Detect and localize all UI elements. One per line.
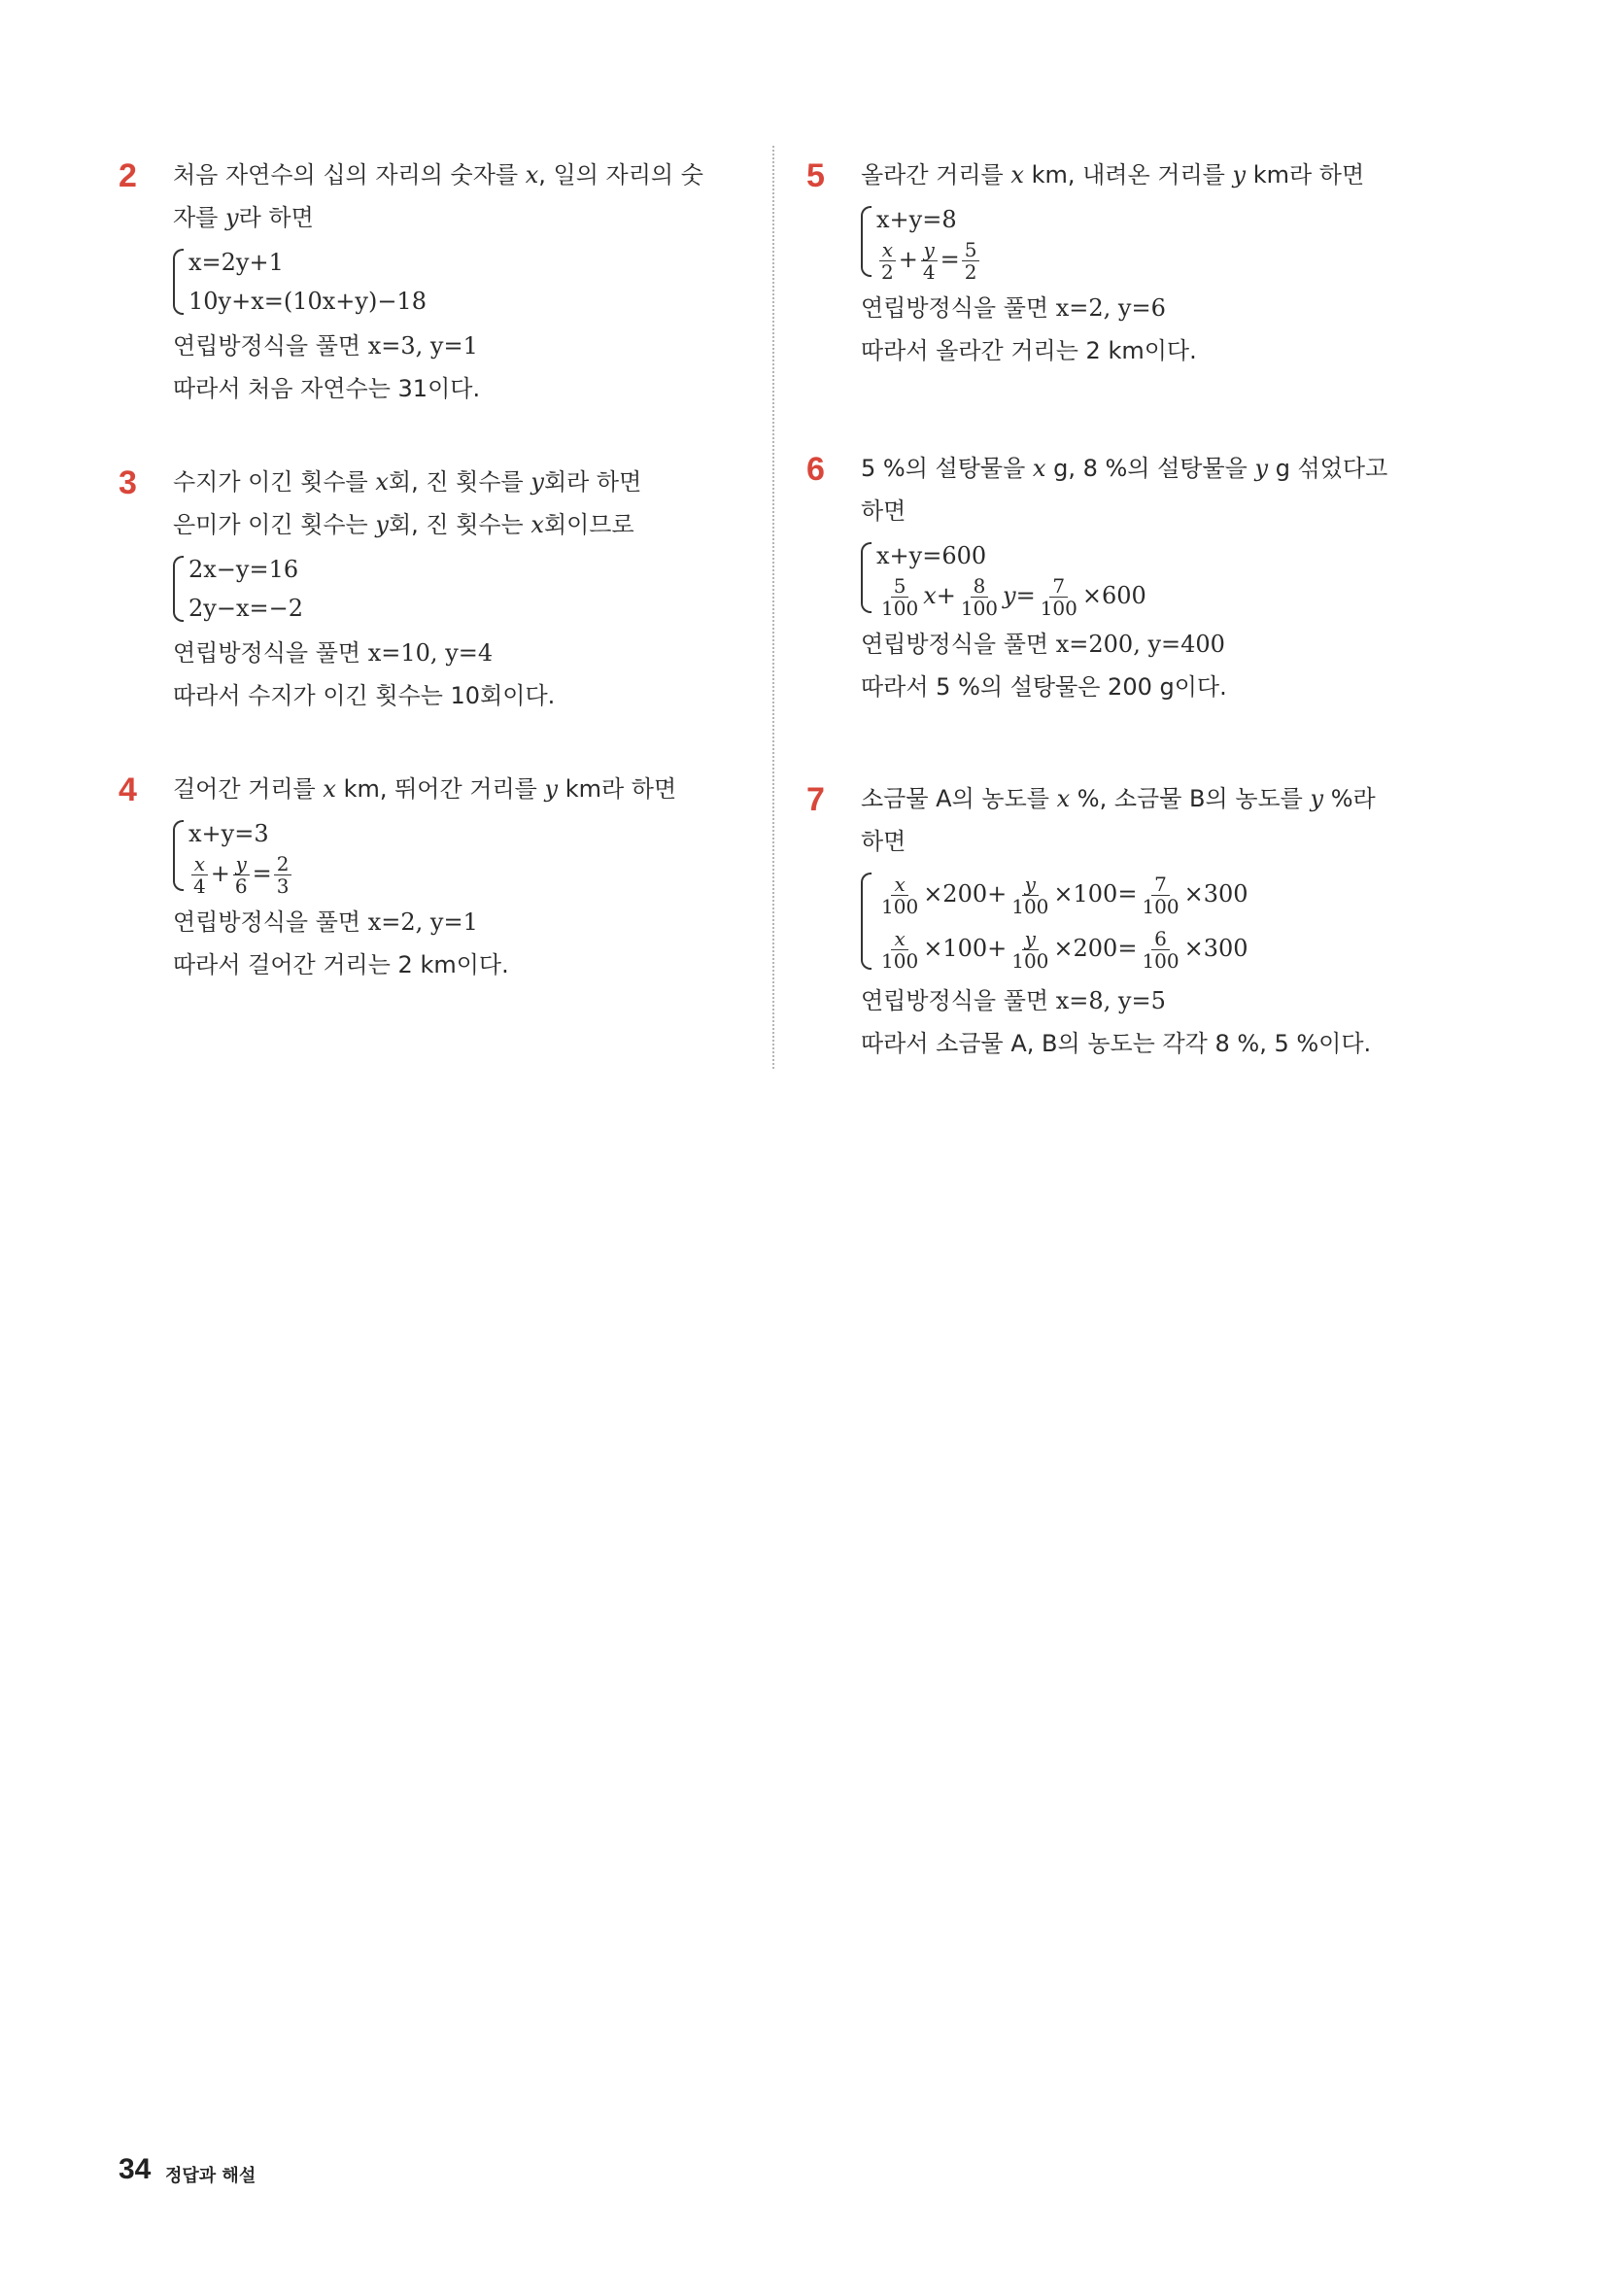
equation: x+y=8 (876, 206, 957, 233)
problem-5 (806, 154, 1438, 372)
footer-label: 정답과 해설 (165, 2166, 256, 2186)
fraction: $\frac{y}{100}$ (1011, 927, 1049, 973)
problem-3 (119, 461, 740, 717)
problem-2 (119, 154, 740, 410)
problem-number: 4 (119, 771, 137, 808)
solution-line: 연립방정식을 풀면 x=10, y=4 (173, 639, 494, 667)
fraction: $\frac{x}{2}$ (878, 239, 897, 283)
solution-line: 연립방정식을 풀면 x=200, y=400 (861, 631, 1225, 658)
fraction: $\frac{7}{100}$ (1142, 873, 1180, 918)
conclusion: 따라서 걸어간 거리는 2 km이다. (173, 951, 509, 978)
problem-body (173, 154, 740, 410)
brace (861, 206, 872, 277)
fraction: $\frac{2}{3}$ (274, 853, 292, 897)
intro-line: 처음 자연수의 십의 자리의 숫자를 x, 일의 자리의 숫 (173, 161, 703, 188)
brace (173, 820, 184, 891)
conclusion: 따라서 5 %의 설탕물은 200 g이다. (861, 673, 1227, 701)
fraction: $\frac{8}{100}$ (960, 574, 999, 620)
equation-system (861, 536, 1438, 619)
fraction: $\frac{7}{100}$ (1040, 574, 1077, 620)
equation: 10y+x=(10x+y)−18 (188, 288, 427, 315)
equation: $\frac{x}{2}$ + $\frac{y}{4}$ = $\frac{5}{2}$ (876, 239, 1438, 283)
conclusion: 따라서 올라간 거리는 2 km이다. (861, 337, 1197, 364)
equation: 2x−y=16 (188, 556, 299, 583)
equation: 2y−x=−2 (188, 595, 303, 622)
equation: $\frac{x}{100}$ ×200+ $\frac{y}{100}$ ×100= $\frac{7}{100}$ ×300 (876, 867, 1438, 921)
brace (861, 542, 872, 613)
problem-body (861, 154, 1438, 372)
intro-line: 은미가 이긴 횟수는 y회, 진 횟수는 x회이므로 (173, 511, 634, 538)
fraction: $\frac{5}{2}$ (962, 239, 980, 283)
fraction: $\frac{6}{100}$ (1142, 927, 1180, 973)
column-divider (772, 146, 774, 1069)
problem-4 (119, 768, 740, 986)
problem-number: 2 (119, 157, 137, 194)
intro-line: 올라간 거리를 x km, 내려온 거리를 y km라 하면 (861, 161, 1365, 188)
equation-system (173, 550, 740, 628)
intro-line: 자를 y라 하면 (173, 204, 314, 231)
intro-line: 5 %의 설탕물을 x g, 8 %의 설탕물을 y g 섞었다고 (861, 455, 1388, 482)
intro-line: 하면 (861, 497, 906, 525)
equation: $\frac{x}{100}$ ×100+ $\frac{y}{100}$ ×200= $\frac{6}{100}$ ×300 (876, 921, 1438, 976)
problem-body (861, 777, 1438, 1065)
conclusion: 따라서 수지가 이긴 횟수는 10회이다. (173, 682, 556, 709)
problem-number: 7 (806, 781, 825, 818)
fraction: $\frac{y}{6}$ (232, 853, 251, 897)
problem-body (173, 461, 740, 717)
problem-6 (806, 447, 1438, 708)
fraction: $\frac{5}{100}$ (881, 574, 919, 620)
equation-system (173, 243, 740, 321)
solution-line: 연립방정식을 풀면 x=2, y=1 (173, 908, 478, 936)
equation: $\frac{x}{4}$ + $\frac{y}{6}$ = $\frac{2}{3}$ (188, 853, 740, 897)
equation-system (173, 814, 740, 897)
intro-line: 걸어간 거리를 x km, 뛰어간 거리를 y km라 하면 (173, 775, 677, 803)
problem-7 (806, 777, 1438, 1065)
brace (861, 873, 872, 970)
problem-number: 6 (806, 451, 825, 488)
equation-system (861, 200, 1438, 283)
fraction: $\frac{y}{4}$ (920, 239, 939, 283)
equation: x+y=3 (188, 820, 269, 847)
problem-number: 3 (119, 464, 137, 501)
equation-system (861, 867, 1438, 976)
equation: x+y=600 (876, 542, 987, 569)
equation: $\frac{5}{100}$ x+ $\frac{8}{100}$ y= $\frac{7}{100}$ ×600 (876, 575, 1438, 619)
solution-line: 연립방정식을 풀면 x=2, y=6 (861, 294, 1166, 322)
solution-line: 연립방정식을 풀면 x=3, y=1 (173, 332, 478, 360)
problem-body (861, 447, 1438, 708)
fraction: $\frac{y}{100}$ (1011, 873, 1049, 918)
intro-line: 하면 (861, 828, 906, 855)
fraction: $\frac{x}{100}$ (881, 927, 919, 973)
brace (173, 249, 184, 315)
solution-line: 연립방정식을 풀면 x=8, y=5 (861, 987, 1166, 1014)
brace (173, 556, 184, 622)
equation: x=2y+1 (188, 249, 284, 276)
intro-line: 소금물 A의 농도를 x %, 소금물 B의 농도를 y %라 (861, 785, 1376, 812)
conclusion: 따라서 처음 자연수는 31이다. (173, 375, 481, 402)
problem-number: 5 (806, 157, 825, 194)
intro-line: 수지가 이긴 횟수를 x회, 진 횟수를 y회라 하면 (173, 468, 642, 496)
fraction: $\frac{x}{100}$ (881, 873, 919, 918)
page-number: 34 (119, 2153, 152, 2185)
problem-body (173, 768, 740, 986)
conclusion: 따라서 소금물 A, B의 농도는 각각 8 %, 5 %이다. (861, 1030, 1372, 1057)
fraction: $\frac{x}{4}$ (190, 853, 209, 897)
